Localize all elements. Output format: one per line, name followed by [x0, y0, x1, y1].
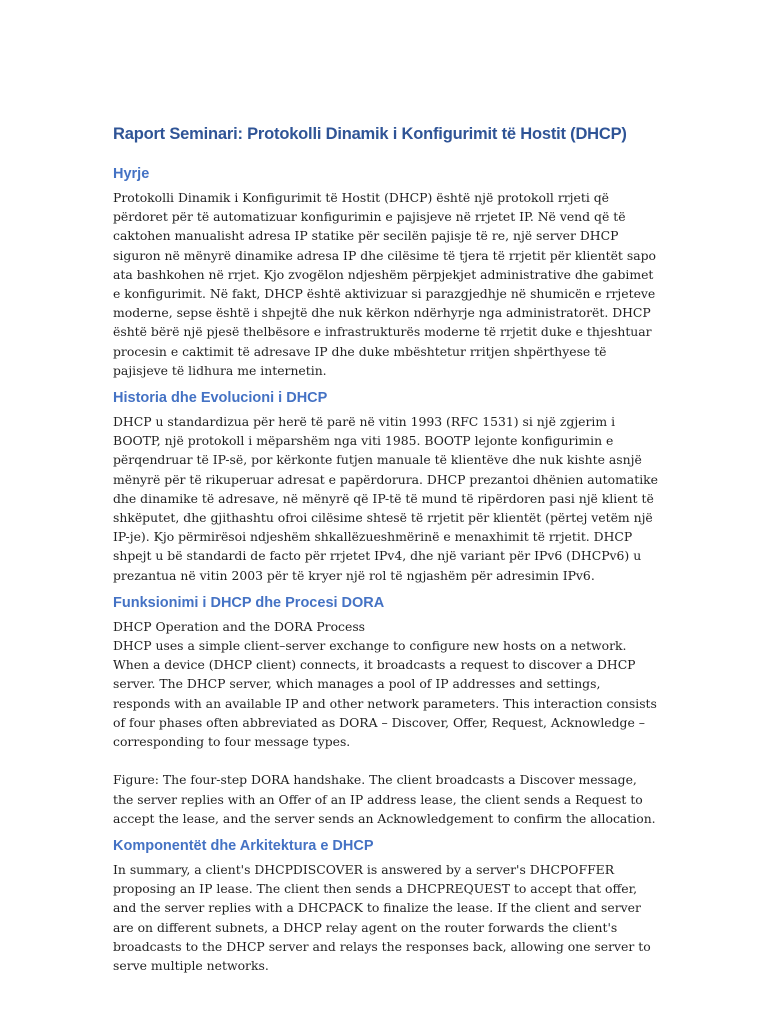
section-paragraph: Protokolli Dinamik i Konfigurimit të Hostit (DHCP) është një protokoll rrjeti që përdoret për të automatizuar konfigurimin e pajisjeve në rrjetet IP. Në vend që të caktohen manualisht adresa IP statike për secilën pajisje të re, një server DHCP siguron në mënyrë dinamike adresa IP dhe cilësime të tjera të rrjetit për klientët sapo ata bashkohen në rrjet. Kjo zvogëlon ndjeshëm përpjekjet administrative dhe gabimet e konfigurimit. Në fakt, DHCP është aktivizuar si parazgjedhje në shumicën e rrjeteve moderne, sepse është i shpejtë dhe nuk kërkon ndërhyrje nga administratorët. DHCP është bërë një pjesë thelbësore e infrastrukturës moderne të rrjetit duke e thjeshtuar procesin e caktimit të adresave IP dhe duke mbështetur rritjen shpërthyese të pajisjeve të lidhura me internetin.: [113, 190, 656, 378]
figure-caption: Figure: The four-step DORA handshake. The client broadcasts a Discover message, the server replies with an Offer of an IP address lease, the client sends a Request to accept the lease, and the server sends an Acknowledgement to confirm the allocation.: [113, 772, 656, 826]
section-paragraph: DHCP uses a simple client–server exchange to configure new hosts on a network. When a device (DHCP client) connects, it broadcasts a request to discover a DHCP server. The DHCP server, which manages a pool of IP addresses and settings, responds with an available IP and other network parameters. This interaction consists of four phases often abbreviated as DORA – Discover, Offer, Request, Acknowledge – corresponding to four message types.: [113, 638, 657, 750]
section-paragraph: In summary, a client's DHCPDISCOVER is answered by a server's DHCPOFFER proposing an IP lease. The client then sends a DHCPREQUEST to accept that offer, and the server replies with a DHCPACK to finalize the lease. If the client and server are on different subnets, a DHCP relay agent on the router forwards the client's broadcasts to the DHCP server and relays the responses back, allowing one server to serve multiple networks.: [113, 862, 651, 974]
section-history: [113, 388, 658, 585]
section-subtitle-paragraph: DHCP Operation and the DORA Process: [113, 618, 366, 634]
section-heading: Historia dhe Evolucioni i DHCP: [113, 390, 328, 407]
section-paragraph: DHCP u standardizua për herë të parë në vitin 1993 (RFC 1531) si një zgjerim i BOOTP, një protokoll i mëparshëm nga viti 1985. BOOTP lejonte konfigurimin e përqendruar të IP-së, por kërkonte futjen manuale të klientëve dhe nuk kishte asnjë mënyrë për të rikuperuar adresat e papërdorura. DHCP prezantoi dhënien automatike dhe dinamike të adresave, në mënyrë që IP-të të mund të ripërdoren pasi një klient të shkëputet, dhe gjithashtu ofroi cilësime shtesë të rrjetit për klientët (përtej vetëm një IP-je). Kjo përmirësoi ndjeshëm shkallëzueshmërinë e menaxhimit të rrjetit. DHCP shpejt u bë standardi de facto për rrjetet IPv4, dhe një variant për IPv6 (DHCPv6) u prezantua në vitin 2003 për të kryer një rol të ngjashëm për adresimin IPv6.: [113, 414, 659, 583]
blank-line: [113, 751, 658, 770]
section-heading: Komponentët dhe Arkitektura e DHCP: [113, 838, 374, 855]
document-title: Raport Seminari: Protokolli Dinamik i Konfigurimit të Hostit (DHCP): [113, 125, 627, 143]
section-components: [113, 836, 658, 975]
section-introduction: [113, 164, 658, 380]
document-page: [113, 123, 658, 983]
section-heading: Funksionimi i DHCP dhe Procesi DORA: [113, 594, 385, 611]
section-heading: Hyrje: [113, 166, 150, 182]
section-dora: [113, 593, 658, 828]
